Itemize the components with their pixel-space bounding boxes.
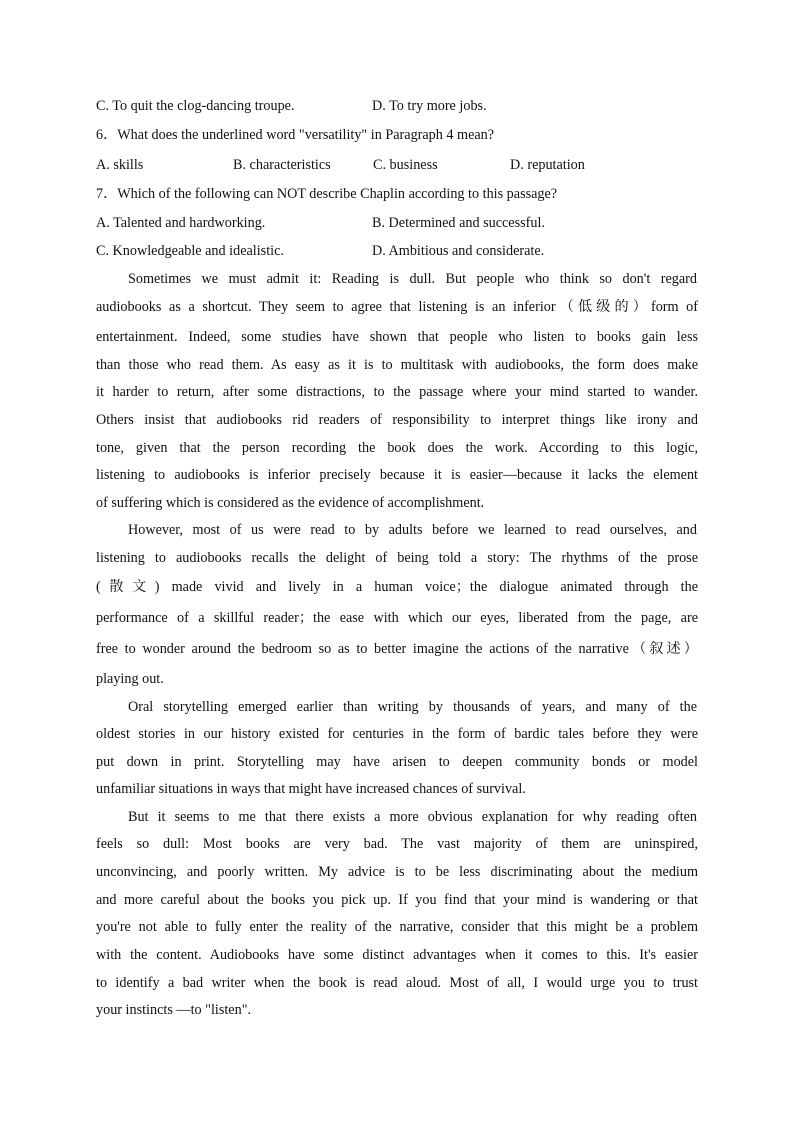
q5-option-d: D. To try more jobs. xyxy=(372,98,487,114)
q6-option-d: D. reputation xyxy=(510,157,585,173)
passage-line: But it seems to me that there exists a more obvious explanation for why reading often xyxy=(128,809,697,825)
passage-line: of suffering which is considered as the evidence of accomplishment. xyxy=(96,495,485,511)
passage-line: Sometimes we must admit it: Reading is dull. But people who think so don't regard xyxy=(128,271,697,287)
q7-stem: 7．Which of the following can NOT describe Chaplin according to this passage? xyxy=(96,186,558,202)
passage-line: it harder to return, after some distractions, to the passage where your mind started to wander. xyxy=(96,384,698,400)
passage-line: performance of a skillful reader；the ease with which our eyes, liberated from the page, are xyxy=(96,610,698,626)
passage-line: listening to audiobooks recalls the delight of being told a story: The rhythms of the prose xyxy=(96,550,698,566)
q7-options-row-1 xyxy=(96,213,698,233)
passage-line: Oral storytelling emerged earlier than writing by thousands of years, and many of the xyxy=(128,699,697,715)
passage-line: listening to audiobooks is inferior precisely because it is easier—because it lacks the element xyxy=(96,467,698,483)
passage-line: feels so dull: Most books are very bad. The vast majority of them are uninspired, xyxy=(96,836,698,852)
q6-option-b: B. characteristics xyxy=(233,157,331,173)
q6-options-row xyxy=(96,155,698,175)
q6-option-a: A. skills xyxy=(96,157,144,173)
passage-line: unconvincing, and poorly written. My advice is to be less discriminating about the medium xyxy=(96,864,698,880)
q5-options-row xyxy=(96,96,698,116)
passage-line: Others insist that audiobooks rid readers of responsibility to interpret things like irony and xyxy=(96,412,698,428)
passage-line: entertainment. Indeed, some studies have shown that people who listen to books gain less xyxy=(96,329,698,345)
q7-options-row-2 xyxy=(96,241,698,261)
passage-line: put down in print. Storytelling may have arisen to deepen community bonds or model xyxy=(96,754,698,770)
q7-option-b: B. Determined and successful. xyxy=(372,215,545,231)
passage-line: and more careful about the books you pick up. If you find that your mind is wandering or that xyxy=(96,892,698,908)
passage-line: audiobooks as a shortcut. They seem to agree that listening is an inferior（低级的）form of xyxy=(96,299,698,315)
passage-line: free to wonder around the bedroom so as to better imagine the actions of the narrative（叙述） xyxy=(96,641,698,657)
passage-line: playing out. xyxy=(96,671,164,687)
passage-line: However, most of us were read to by adults before we learned to read ourselves, and xyxy=(128,522,697,538)
passage-line: oldest stories in our history existed for centuries in the form of bardic tales before they were xyxy=(96,726,698,742)
q5-option-c: C. To quit the clog-dancing troupe. xyxy=(96,98,295,114)
passage-line: with the content. Audiobooks have some distinct advantages when it comes to this. It's easier xyxy=(96,947,698,963)
passage-line: than those who read them. As easy as it is to multitask with audiobooks, the form does make xyxy=(96,357,698,373)
passage-line: (散文) made vivid and lively in a human voice；the dialogue animated through the xyxy=(96,579,698,595)
q7-option-c: C. Knowledgeable and idealistic. xyxy=(96,243,284,259)
q7-option-d: D. Ambitious and considerate. xyxy=(372,243,545,259)
passage-line: you're not able to fully enter the reality of the narrative, consider that this might be a problem xyxy=(96,919,698,935)
q6-option-c: C. business xyxy=(373,157,438,173)
passage-line: your instincts —to "listen". xyxy=(96,1002,252,1018)
q6-stem: 6．What does the underlined word "versatility" in Paragraph 4 mean? xyxy=(96,127,495,143)
q7-option-a: A. Talented and hardworking. xyxy=(96,215,266,231)
passage-line: to identify a bad writer when the book is read aloud. Most of all, I would urge you to trust xyxy=(96,975,698,991)
passage-line: unfamiliar situations in ways that might have increased chances of survival. xyxy=(96,781,526,797)
passage-line: tone, given that the person recording the book does the work. According to this logic, xyxy=(96,440,698,456)
